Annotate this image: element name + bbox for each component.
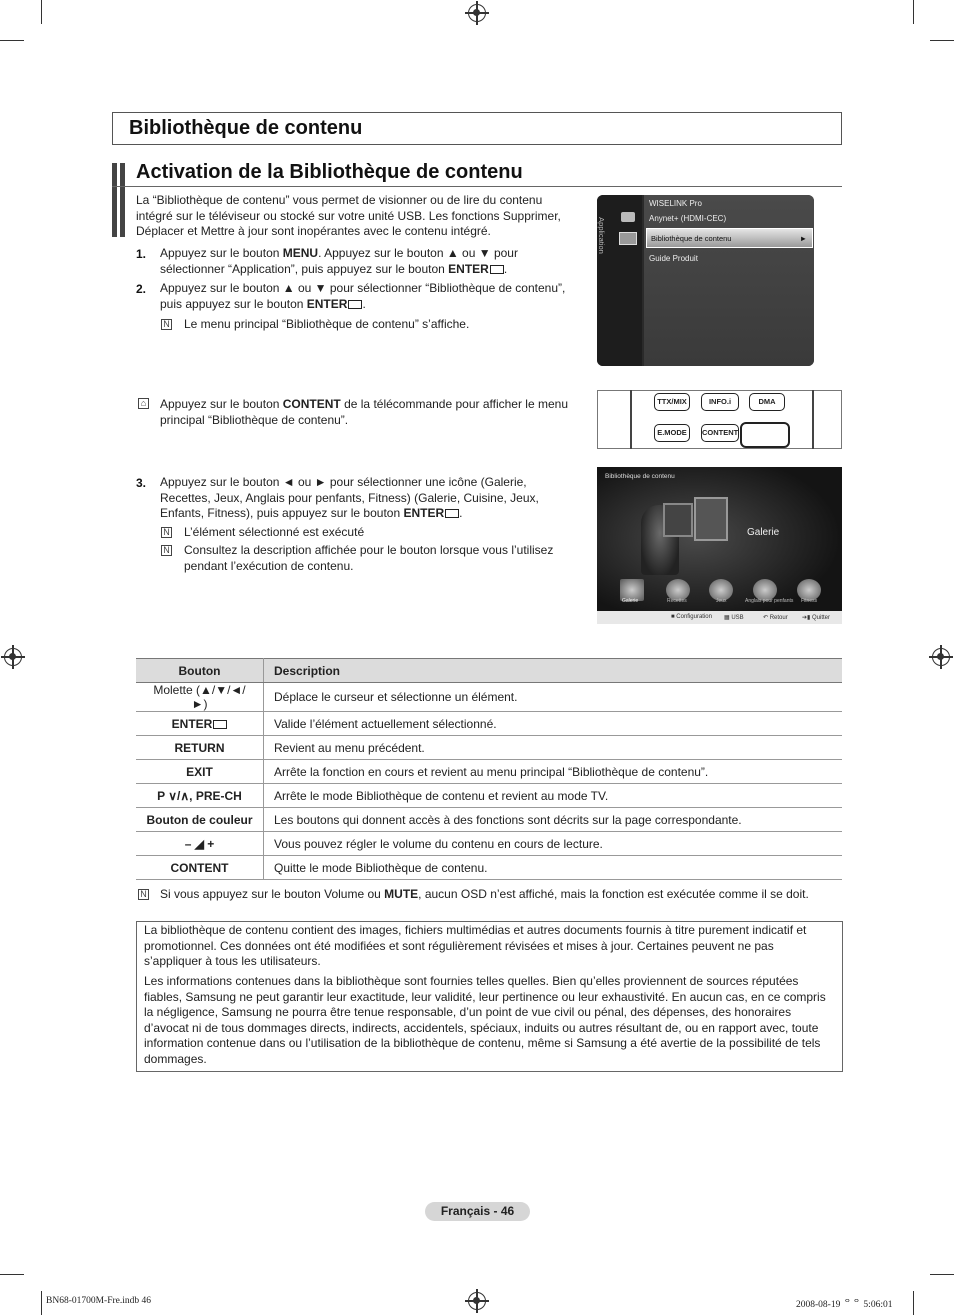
sidebar-icon (621, 212, 635, 222)
table-cell-desc: Vous pouvez régler le volume du contenu en cours de lecture. (264, 832, 843, 856)
table-cell-key: – ◢ + (136, 832, 264, 856)
menu-item-product-guide[interactable]: Guide Produit (649, 254, 698, 263)
step-number: 2. (136, 282, 147, 296)
table-cell-desc: Les boutons qui donnent accès à des fonctions sont décrits sur la page correspondante. (264, 808, 843, 832)
footer-file-info: BN68-01700M-Fre.indb 46 (46, 1296, 152, 1306)
registration-mark-icon (468, 1292, 486, 1310)
step-1-text: Appuyez sur le bouton MENU. Appuyez sur le bouton ▲ ou ▼ pour sélectionner “Application”, puis appuyez sur le bouton ENTER . (160, 246, 518, 276)
table-cell-desc: Valide l’élément actuellement sélectionné. (264, 712, 843, 736)
intro-paragraph: La “Bibliothèque de contenu” vous permet de visionner ou de lire du contenu intégré sur le téléviseur ou stocké sur votre unité USB. Les fonctions Supprimer, Déplacer et Mettre à jour sont inopérantes avec le contenu intégré. (136, 193, 561, 238)
crop-mark (930, 1274, 954, 1275)
picture-frame-icon (694, 497, 728, 541)
info-button[interactable]: INFO.i (701, 393, 739, 411)
registration-mark-icon (4, 648, 22, 666)
step-2-note: Le menu principal “Bibliothèque de contenu” s’affiche. (184, 317, 470, 331)
selected-category-label: Galerie (747, 527, 780, 538)
ttx-mix-button[interactable]: TTX/MIX (654, 393, 690, 411)
registration-mark-icon (468, 4, 486, 22)
table-cell-key: CONTENT (136, 856, 264, 880)
enter-icon (213, 720, 227, 729)
usb-hint: ▦ USB (724, 615, 744, 621)
icon-label: Jeux (716, 598, 727, 604)
table-row (136, 784, 842, 808)
screen-footer (597, 611, 842, 624)
table-row (136, 832, 842, 856)
config-hint: ■ Configuration (671, 614, 712, 620)
crop-mark (913, 1291, 914, 1315)
table-cell-key: ENTER (136, 712, 264, 736)
table-cell-desc: Quitte le mode Bibliothèque de contenu. (264, 856, 843, 880)
mute-note: Si vous appuyez sur le bouton Volume ou MUTE, aucun OSD n’est affiché, mais la fonction est exécutée comme il se doit. (160, 887, 809, 901)
step-3-note-2: Consultez la description affichée pour le bouton lorsque vous l’utilisez pendant l’exécution de contenu. (184, 543, 554, 573)
arrow-right-icon: ► (799, 234, 807, 243)
disclaimer-paragraph: Les informations contenues dans la bibliothèque sont fournies telles quelles. Bien qu’elles proviennent de sources réputées fiables, Samsung ne peut garantir leur exactitude, leur validité, leur pertinence ou leur exhaustivité. En aucun cas, en ce compris la négligence, Samsung ne pourra être tenue responsable, d’un point de vue civil ou pénal, des dépenses, des honoraires d’avocat ni de tous dommages directs, indirects, accidentels, spéciaux, induits ou autres résultant de, ou en rapport avec, toute information contenue dans ou l’utilisation de la bibliothèque de contenu, même si Samsung a été avertie de la possibilité de tels dommages. (144, 974, 826, 1066)
table-row (136, 712, 842, 736)
table-row (136, 683, 842, 712)
table-header: Description (264, 659, 843, 683)
table-row (136, 760, 842, 784)
step-3-note-1: L’élément sélectionné est exécuté (184, 525, 365, 539)
e-mode-button[interactable]: E.MODE (654, 424, 690, 442)
step-number: 1. (136, 247, 147, 261)
table-cell-key: Molette (▲/▼/◄/►) (136, 683, 264, 712)
footer-timestamp: 2008-08-19 ᄋᄋ 5:06:01 (796, 1300, 893, 1310)
table-row (136, 736, 842, 760)
remote-note-icon: ⌂ (138, 398, 149, 409)
icon-label: Fitness (801, 598, 818, 604)
icon-label: Anglais pour penfants (745, 598, 794, 604)
menu-item-content-library[interactable] (646, 228, 813, 248)
enter-icon (445, 509, 459, 518)
table-cell-desc: Déplace le curseur et sélectionne un élément. (264, 683, 843, 712)
table-header-row (136, 659, 842, 683)
menu-sidebar (597, 195, 642, 366)
page-number-label: Français - 46 (425, 1202, 530, 1221)
content-library-screenshot (597, 467, 842, 624)
title-divider (112, 186, 842, 187)
table-row (136, 808, 842, 832)
crop-mark (0, 1274, 24, 1275)
note-icon: N (138, 889, 149, 900)
table-header: Bouton (136, 659, 264, 683)
enter-icon (348, 300, 362, 309)
application-icon (619, 232, 637, 245)
menu-item-label: Bibliothèque de contenu (651, 234, 732, 243)
return-hint: ↶ Retour (763, 615, 788, 621)
enter-icon (490, 265, 504, 274)
pointer-hand-icon (740, 422, 790, 448)
table-cell-key: P ∨/∧, PRE-CH (136, 784, 264, 808)
button-table (136, 658, 842, 880)
table-cell-desc: Arrête le mode Bibliothèque de contenu et revient au mode TV. (264, 784, 843, 808)
exit-hint: ➔▮ Quitter (802, 615, 831, 621)
application-menu-screenshot (597, 195, 814, 366)
registration-mark-icon (932, 648, 950, 666)
menu-item-anynet[interactable]: Anynet+ (HDMI-CEC) (649, 214, 727, 223)
subsection-title: Activation de la Bibliothèque de contenu (136, 161, 523, 183)
title-bar-decoration (112, 163, 117, 237)
screen-header: Bibliothèque de contenu (605, 473, 675, 480)
table-cell-key: Bouton de couleur (136, 808, 264, 832)
crop-mark (41, 1291, 42, 1315)
note-icon: N (161, 319, 172, 330)
disclaimer-box (136, 921, 843, 1072)
note-icon: N (161, 527, 172, 538)
remote-note-text: Appuyez sur le bouton CONTENT de la télécommande pour afficher le menu principal “Bibliothèque de contenu”. (160, 397, 568, 427)
icon-label: Galerie (622, 598, 639, 604)
section-title: Bibliothèque de contenu (129, 117, 363, 139)
crop-mark (0, 40, 24, 41)
icon-label: Recettes (667, 598, 687, 604)
content-button[interactable]: CONTENT (701, 424, 739, 442)
crop-mark (41, 0, 42, 24)
disclaimer-paragraph: La bibliothèque de contenu contient des images, fichiers multimédias et autres documents fournis à titre purement indicatif et promotionnel. Ces données ont été modifiées et sont régulièrement révisées et mises à jour. Certaines peuvent ne pas s’appliquer à tous les utilisateurs. (144, 923, 807, 968)
step-2-text: Appuyez sur le bouton ▲ ou ▼ pour sélectionner “Bibliothèque de contenu”, puis appuyez sur le bouton ENTER . (160, 281, 566, 311)
table-cell-desc: Revient au menu précédent. (264, 736, 843, 760)
menu-item-wiselink[interactable]: WISELINK Pro (649, 199, 702, 208)
remote-control-illustration (597, 390, 842, 449)
sidebar-label: Application (597, 217, 606, 254)
table-row (136, 856, 842, 880)
picture-frame-icon (663, 503, 693, 537)
title-bar-decoration (120, 163, 125, 237)
step-3-text: Appuyez sur le bouton ◄ ou ► pour sélectionner une icône (Galerie, Recettes, Jeux, Anglais pour penfants, Fitness) (Galerie, Cuisine, Jeux, Enfants, Fitness), puis appuyez sur le bouton ENTER . (160, 475, 539, 520)
step-number: 3. (136, 476, 147, 490)
table-cell-key: RETURN (136, 736, 264, 760)
crop-mark (930, 40, 954, 41)
dma-button[interactable]: DMA (749, 393, 785, 411)
table-cell-desc: Arrête la fonction en cours et revient au menu principal “Bibliothèque de contenu”. (264, 760, 843, 784)
menu-list (644, 195, 814, 366)
note-icon: N (161, 545, 172, 556)
table-cell-key: EXIT (136, 760, 264, 784)
crop-mark (913, 0, 914, 24)
